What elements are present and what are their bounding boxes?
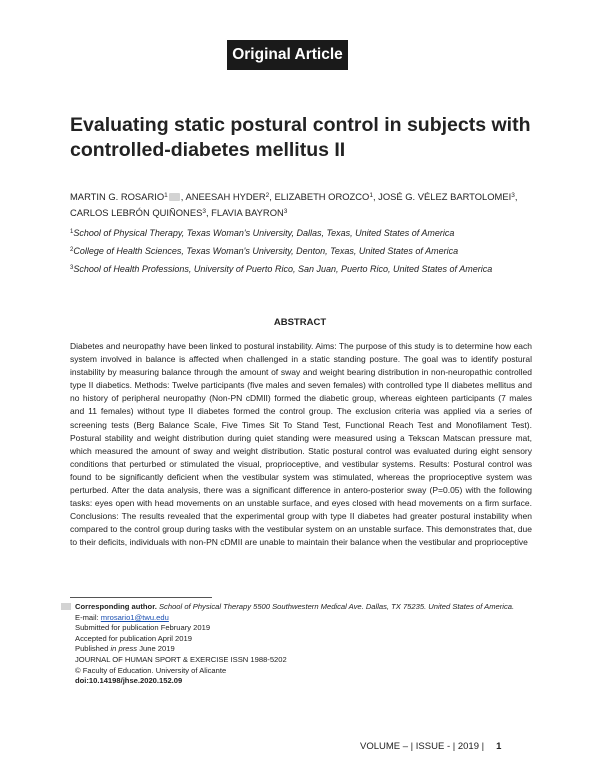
- author-affil-sup: 2: [265, 192, 270, 199]
- journal-issn: JOURNAL OF HUMAN SPORT & EXERCISE ISSN 1988-5202: [75, 654, 287, 664]
- corr-label: Corresponding author.: [75, 602, 157, 611]
- abstract-heading: ABSTRACT: [273, 317, 327, 328]
- author-list: [70, 188, 540, 220]
- copyright: © Faculty of Education. University of Alicante: [75, 665, 227, 675]
- corr-address: School of Physical Therapy 5500 Southwestern Medical Ave. Dallas, TX 75235. United States of America.: [158, 602, 515, 611]
- author-affil-sup: 3: [283, 208, 288, 215]
- affil-sup: 3: [70, 265, 74, 271]
- author-affil-sup: 3: [511, 192, 515, 199]
- accepted-date: Accepted for publication April 2019: [75, 633, 192, 643]
- doi[interactable]: doi:10.14198/jhse.2020.152.09: [75, 676, 183, 686]
- published-italic: in press: [110, 644, 138, 654]
- page-number: 1: [496, 741, 502, 752]
- mail-icon: [61, 603, 71, 610]
- author-sep: ,: [372, 191, 379, 202]
- published-suffix: June 2019: [139, 644, 175, 654]
- author-sep: ,: [269, 191, 275, 202]
- author-name[interactable]: FLAVIA BAYRON: [211, 207, 284, 218]
- published-date: [75, 644, 535, 655]
- mail-icon[interactable]: [169, 193, 180, 201]
- author-name[interactable]: ANEESAH HYDER: [185, 191, 266, 202]
- affil-text: College of Health Sciences, Texas Woman's University, Denton, Texas, United States of America: [73, 246, 459, 256]
- author-sep: ,: [180, 191, 186, 202]
- corresponding-author: [75, 602, 535, 613]
- abstract-body: Diabetes and neuropathy have been linked to postural instability. Aims: The purpose of this study is to determine how each system involved in balance is affected when challenged in a static standing posture. The goal was to identify postural instability by measuring balance through the amount of sway and weight bearing distribution in non-neuropathic controlled type II diabetics. Methods: Twelve participants (five males and seven females) with controlled type II diabetes mellitus and no history of peripheral neuropathy (Non-PN cDMII) formed the diabetic group, whereas eighteen participants (7 males and 11 females) without type II diabetes formed the control group. The exclusion criteria was applied via a series of screening tests (Berg Balance Scale, Five Times Sit To Stand Test, Functional Reach Test and Monofilament Test). Postural stability and weight distribution during quiet standing were measured using a Tekscan Matscan pressure mat, which measured the amount of sway and weight distribution. Static postural control was evaluated during eight sensory conditions that perturbed or stimulated the visual, proprioceptive, and vestibular systems. Results: Postural control was found to be significantly deficient when the vestibular system was stimulated, whereas the proprioceptive system was perturbed. After the data analysis, there was a significant difference in antero-posterior sway (P=0.05) with the following tasks: eyes open with head movements on an unstable surface, and eyes closed with head movements on a firm surface. Conclusions: The results revealed that the experimental group with type II diabetes had greater postural instability when compared to the control group during tasks with the vestibular system on an unstable surface. This demonstrates that, due to their deficits, individuals with non-PN cDMII are unable to maintain their balance when the vestibular and proprioceptive: [70, 341, 532, 548]
- author-affil-sup: 1: [164, 192, 168, 199]
- paper-title: Evaluating static postural control in subjects with controlled-diabetes mellitus II: [70, 114, 531, 161]
- author-name[interactable]: CARLOS LEBRÓN QUIÑONES: [70, 207, 203, 218]
- author-affil-sup: 1: [369, 192, 373, 199]
- affiliation-1: [70, 226, 550, 240]
- email-label: E-mail:: [75, 612, 99, 622]
- author-sep: ,: [205, 207, 212, 218]
- affil-text: School of Physical Therapy, Texas Woman's University, Dallas, Texas, United States of America: [73, 228, 455, 238]
- affiliation-3: [70, 262, 550, 276]
- affiliation-2: [70, 244, 550, 258]
- article-type-badge: Original Article: [227, 40, 348, 70]
- footnote-block: [75, 602, 535, 687]
- author-name[interactable]: ELIZABETH OROZCO: [274, 191, 370, 202]
- author-name[interactable]: JOSÉ G. VÉLEZ BARTOLOMEI: [378, 191, 512, 202]
- page-footer: [360, 741, 501, 752]
- author-sep: ,: [514, 191, 518, 202]
- issue-info: VOLUME – | ISSUE - | 2019 |: [360, 741, 485, 752]
- submitted-date: Submitted for publication February 2019: [75, 623, 211, 633]
- footnote-divider: [70, 597, 212, 598]
- affil-sup: 2: [70, 247, 74, 253]
- affil-text: School of Health Professions, University of Puerto Rico, San Juan, Puerto Rico, United States of America: [73, 264, 493, 274]
- published-prefix: Published: [75, 644, 109, 654]
- author-affil-sup: 3: [202, 208, 206, 215]
- author-name[interactable]: MARTIN G. ROSARIO: [70, 191, 165, 202]
- affil-sup: 1: [70, 229, 74, 235]
- email-link[interactable]: mrosario1@twu.edu: [100, 612, 169, 622]
- email-line: [75, 613, 535, 624]
